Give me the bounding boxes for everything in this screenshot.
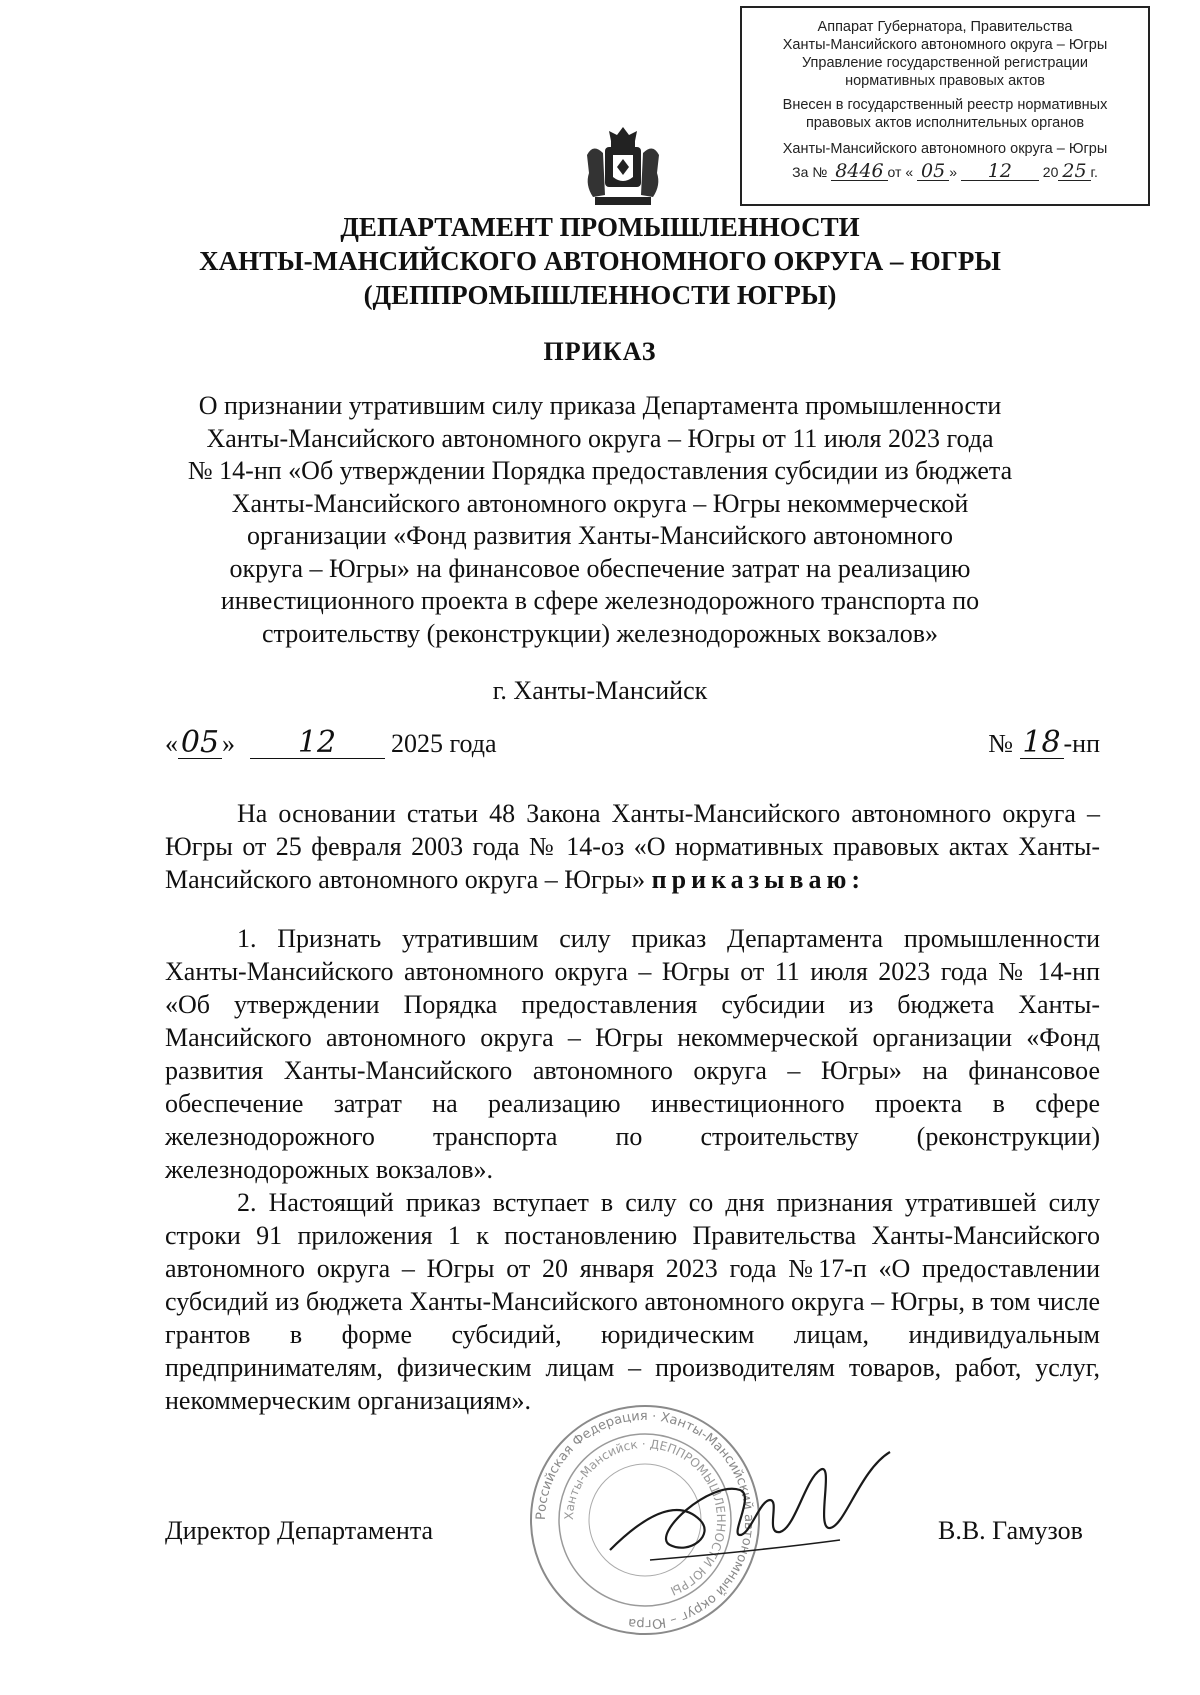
subject-line: Ханты-Мансийского автономного округа – Югры некоммерческой (231, 488, 969, 518)
order-item-1: 1. Признать утратившим силу приказ Департамента промышленности Ханты-Мансийского автономного округа – Югры от 11 июля 2023 года № 14-нп «Об утверждении Порядка предоставления субсидии из бюджета Ханты-Мансийского автономного округа – Югры некоммерческой организации «Фонд развития Ханты-Мансийского автономного округа – Югры» на финансовое обеспечение затрат на реализацию инвестиционного проекта в сфере железнодорожного транспорта по строительству (реконструкции) железнодорожных вокзалов». (165, 924, 1100, 1184)
order-subject (130, 390, 1070, 650)
order-action-word: приказываю: (651, 865, 865, 894)
stamp-number-handwritten: 8446 (831, 162, 887, 181)
order-number: № 18 -нп (988, 725, 1100, 760)
stamp-registration-number: За № 8446 от « 05 » 12 20 25 г. (792, 160, 1098, 182)
coat-of-arms-icon (583, 125, 663, 210)
subject-line: организации «Фонд развития Ханты-Мансийского автономного (246, 521, 954, 550)
stamp-line: Ханты-Мансийского автономного округа – Югры (782, 37, 1108, 53)
stamp-year-handwritten: 25 (1058, 162, 1090, 181)
signatory-name: В.В. Гамузов (938, 1516, 1083, 1545)
header-line: ХАНТЫ-МАНСИЙСКОГО АВТОНОМНОГО ОКРУГА – ЮГРЫ (199, 246, 1001, 276)
svg-text:Ханты-Мансийск · ДЕППРОМЫШЛЕНН: Ханты-Мансийск · ДЕППРОМЫШЛЕННОСТИ ЮГРЫ (561, 1436, 729, 1598)
stamp-line: Управление государственной регистрации (801, 55, 1089, 71)
handwritten-signature-icon (590, 1440, 910, 1580)
date-year: 2025 года (391, 729, 497, 758)
city-name: г. Ханты-Мансийск (492, 676, 708, 705)
signatory-position: Директор Департамента (165, 1516, 434, 1545)
registration-stamp (740, 6, 1150, 206)
stamp-line: правовых актов исполнительных органов (805, 115, 1085, 131)
order-item-2: 2. Настоящий приказ вступает в силу со дня признания утратившей силу строки 91 приложения 1 к постановлению Правительства Ханты-Мансийского автономного округа – Югры от 20 января 2023 года №17-п «О предоставлении субсидий из бюджета Ханты-Мансийского автономного округа – Югры, в том числе грантов в форме субсидий, юридическим лицам, индивидуальным предпринимателям, физическим лицам – производителям товаров, работ, услуг, некоммерческим организациям». (165, 1188, 1100, 1415)
stamp-line: нормативных правовых актов (845, 73, 1045, 89)
stamp-line: Аппарат Губернатора, Правительства (817, 19, 1073, 35)
subject-line: Ханты-Мансийского автономного округа – Югры от 11 июля 2023 года (206, 423, 994, 453)
header-line: ДЕПАРТАМЕНТ ПРОМЫШЛЕННОСТИ (340, 212, 860, 242)
stamp-month-handwritten: 12 (961, 162, 1039, 181)
date-day-handwritten: 05 (178, 728, 222, 759)
svg-text:Российская Федерация · Ханты-М: Российская Федерация · Ханты-Мансийский автономный округ – Югра (533, 1408, 757, 1632)
document-type-title: ПРИКАЗ (543, 337, 657, 366)
order-number-handwritten: 18 (1020, 728, 1064, 759)
subject-line: округа – Югры» на финансовое обеспечение затрат на реализацию (229, 553, 971, 583)
subject-line: строительству (реконструкции) железнодорожных вокзалов» (261, 618, 939, 648)
department-header (150, 210, 1050, 312)
stamp-line: Внесен в государственный реестр нормативных (782, 97, 1108, 113)
preamble-paragraph: На основании статьи 48 Закона Ханты-Мансийского автономного округа – Югры от 25 февраля 2003 года № 14-оз «О нормативных правовых актах Ханты-Мансийского автономного округа – Югры» приказываю: (165, 799, 1100, 894)
subject-line: инвестиционного проекта в сфере железнодорожного транспорта по (220, 586, 980, 615)
stamp-line: Ханты-Мансийского автономного округа – Югры (782, 141, 1108, 157)
header-line: (ДЕППРОМЫШЛЕННОСТИ ЮГРЫ) (363, 280, 837, 310)
date-number-line: «05 » 12 2025 года № 18 -нп (165, 725, 1100, 760)
stamp-day-handwritten: 05 (917, 162, 949, 181)
date-month-handwritten: 12 (250, 728, 385, 759)
subject-line: О признании утратившим силу приказа Департамента промышленности (198, 391, 1002, 420)
subject-line: № 14-нп «Об утверждении Порядка предоставления субсидии из бюджета (187, 456, 1013, 485)
